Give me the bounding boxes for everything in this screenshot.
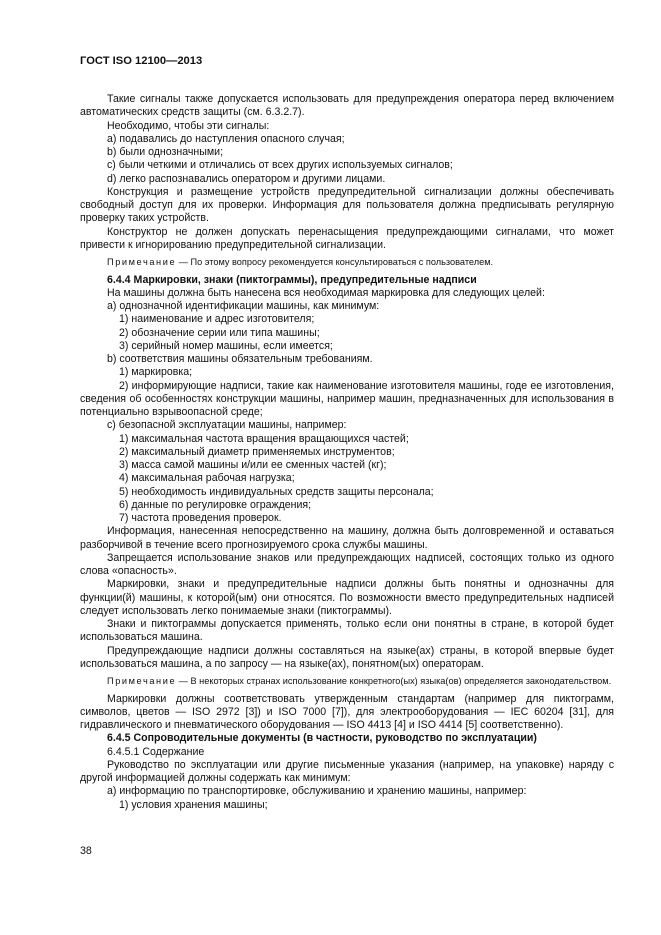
body-paragraph: 7) частота проведения проверок. — [119, 512, 282, 525]
note-text: — По этому вопросу рекомендуется консультироваться с пользователем. — [176, 257, 494, 267]
body-paragraph: 5) необходимость индивидуальных средств защиты персонала; — [119, 485, 434, 498]
body-paragraph: c) были четкими и отличались от всех других используемых сигналов; — [107, 159, 453, 172]
body-paragraph: 3) масса самой машины и/или ее сменных частей (кг); — [119, 459, 387, 472]
page-number: 38 — [80, 845, 92, 857]
body-paragraph: Такие сигналы также допускается использовать для предупреждения оператора перед включением автоматических средств защиты (см. 6.3.2.7). — [80, 93, 614, 119]
body-paragraph: Необходимо, чтобы эти сигналы: — [107, 119, 270, 132]
body-paragraph: a) информацию по транспортировке, обслуживанию и хранению машины, например: — [107, 785, 527, 798]
body-paragraph: 6) данные по регулировке ограждения; — [119, 498, 312, 511]
body-paragraph: Конструкция и размещение устройств предупредительной сигнализации должны обеспечивать свободный доступ для их проверки. Информация для пользователя должна предписывать регулярную проверку таких устройств. — [80, 185, 614, 225]
body-paragraph: 1) условия хранения машины; — [119, 798, 268, 811]
body-paragraph: 1) наименование и адрес изготовителя; — [119, 313, 315, 326]
section-heading: 6.4.4 Маркировки, знаки (пиктограммы), предупредительные надписи — [107, 273, 477, 286]
body-paragraph: Маркировки должны соответствовать утвержденным стандартам (например для пиктограмм, символов, цветов — ISO 2972 [3]) и ISO 7000 [7]), для электрооборудования — IEC 60204 [31], для гидравлического и пневматического оборудования — ISO 4413 [4] и ISO 4414 [5] соответственно). — [80, 692, 614, 732]
note-paragraph — [80, 256, 614, 269]
body-paragraph: 2) обозначение серии или типа машины; — [119, 326, 320, 339]
body-paragraph: 1) маркировка; — [119, 366, 193, 379]
body-paragraph: Знаки и пиктограммы допускается применять, только если они понятны в стране, в которой будет использоваться машина. — [80, 618, 614, 644]
section-heading: 6.4.5 Сопроводительные документы (в частности, руководство по эксплуатации) — [107, 732, 537, 745]
body-paragraph: Конструктор не должен допускать перенасыщения предупреждающими сигналами, что может привести к игнорированию предупредительной сигнализации. — [80, 225, 614, 251]
body-paragraph: Маркировки, знаки и предупредительные надписи должны быть понятны и однозначны для функции(й) машины, к которой(ым) они относятся. По возможности вместо предупредительных надписей следует использовать легко понимаемые знаки (пиктограммы). — [80, 578, 614, 617]
note-paragraph — [80, 675, 614, 688]
body-paragraph: Руководство по эксплуатации или другие письменные указания (например, на упаковке) наряду с другой информацией должны содержать как минимум: — [80, 758, 614, 785]
body-paragraph: b) были однозначными; — [107, 146, 224, 158]
body-paragraph: b) соответствия машины обязательным требованиям. — [107, 353, 373, 366]
body-paragraph: 2) максимальный диаметр применяемых инструментов; — [119, 445, 395, 458]
body-paragraph: a) однозначной идентификации машины, как минимум: — [107, 300, 380, 313]
document-header: ГОСТ ISO 12100—2013 — [80, 55, 203, 67]
body-paragraph: Запрещается использование знаков или предупреждающих надписей, состоящих только из одного слова «опасность». — [80, 551, 614, 578]
body-paragraph: Информация, нанесенная непосредственно на машину, должна быть долговременной и оставаться разборчивой в течение всего прогнозируемого срока службы машины. — [80, 525, 614, 551]
body-paragraph: На машины должна быть нанесена вся необходимая маркировка для следующих целей: — [107, 286, 545, 299]
note-label: Примечание — [107, 676, 177, 687]
body-paragraph: 2) информирующие надписи, такие как наименование изготовителя машины, годе ее изготовления, сведения об особенностях конструкции машины, например машин, предназначенных для использования в потенциально взрывоопасной среде; — [80, 379, 614, 419]
body-paragraph: a) подавались до наступления опасного случая; — [107, 132, 345, 145]
document-body — [80, 93, 614, 812]
note-label: Примечание — [107, 257, 177, 267]
body-paragraph: c) безопасной эксплуатации машины, например: — [107, 419, 347, 432]
body-paragraph: Предупреждающие надписи должны составляться на языке(ах) страны, в которой впервые будет использоваться машина, а по запросу — на языке(ах), понятном(ых) операторам. — [80, 644, 614, 670]
body-paragraph: 3) серийный номер машины, если имеется; — [119, 339, 333, 352]
body-paragraph: 1) максимальная частота вращения вращающихся частей; — [119, 432, 409, 445]
body-paragraph: d) легко распознавались оператором и другими лицами. — [107, 172, 386, 185]
body-paragraph: 4) максимальная рабочая нагрузка; — [119, 472, 295, 485]
body-paragraph: 6.4.5.1 Содержание — [107, 745, 205, 758]
note-text: — В некоторых странах использование конкретного(ых) языка(ов) определяется законодательством. — [176, 676, 612, 687]
